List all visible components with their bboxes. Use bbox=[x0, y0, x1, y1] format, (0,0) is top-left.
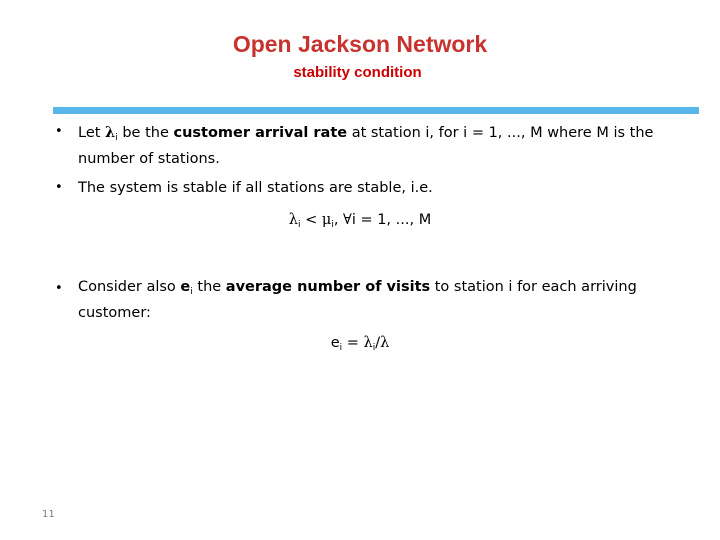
visits-formula bbox=[0, 335, 720, 353]
bullet-arrival-rate bbox=[78, 122, 678, 170]
text: to station i for each arriving customer: bbox=[78, 279, 637, 321]
lambda-symbol: λ bbox=[288, 212, 298, 228]
text: at station i, for i = 1, ..., M where M is the number of stations. bbox=[78, 125, 654, 167]
bold-term: average number of visits bbox=[225, 279, 431, 295]
slide-subtitle: stability condition bbox=[293, 64, 422, 81]
subscript: i bbox=[115, 133, 118, 143]
subscript: i bbox=[372, 343, 376, 353]
lambda-symbol: λ bbox=[105, 124, 116, 141]
bold-term: e bbox=[180, 279, 191, 295]
bullet-visits bbox=[78, 277, 678, 324]
operator: < bbox=[300, 212, 322, 228]
text: Let bbox=[78, 125, 106, 141]
bold-term: customer arrival rate bbox=[173, 125, 348, 141]
slide-title: Open Jackson Network bbox=[232, 31, 488, 57]
bullet-marker: • bbox=[55, 180, 63, 195]
subscript: i bbox=[331, 220, 334, 230]
text: Consider also bbox=[78, 279, 181, 295]
mu-symbol: μ bbox=[321, 212, 332, 228]
stability-formula bbox=[0, 212, 720, 230]
bullet-marker: • bbox=[55, 124, 63, 139]
operator: = bbox=[342, 335, 364, 351]
text: be the bbox=[117, 125, 174, 141]
bullet-stability: The system is stable if all stations are stable, i.e. bbox=[78, 180, 433, 196]
lambda-symbol: λ bbox=[363, 335, 373, 351]
subscript: i bbox=[190, 287, 193, 297]
operator: / bbox=[375, 335, 381, 351]
subscript: i bbox=[339, 343, 343, 353]
range-text: i = 1, ..., M bbox=[351, 212, 432, 228]
e-symbol: e bbox=[330, 335, 340, 351]
subscript: i bbox=[297, 220, 301, 230]
text: the bbox=[192, 279, 226, 295]
title-divider bbox=[53, 107, 699, 114]
lambda-symbol: λ bbox=[380, 335, 390, 351]
separator: , bbox=[333, 212, 344, 228]
bullet-marker: • bbox=[55, 281, 63, 296]
forall-symbol: ∀ bbox=[343, 212, 352, 228]
page-number: 11 bbox=[42, 509, 55, 520]
